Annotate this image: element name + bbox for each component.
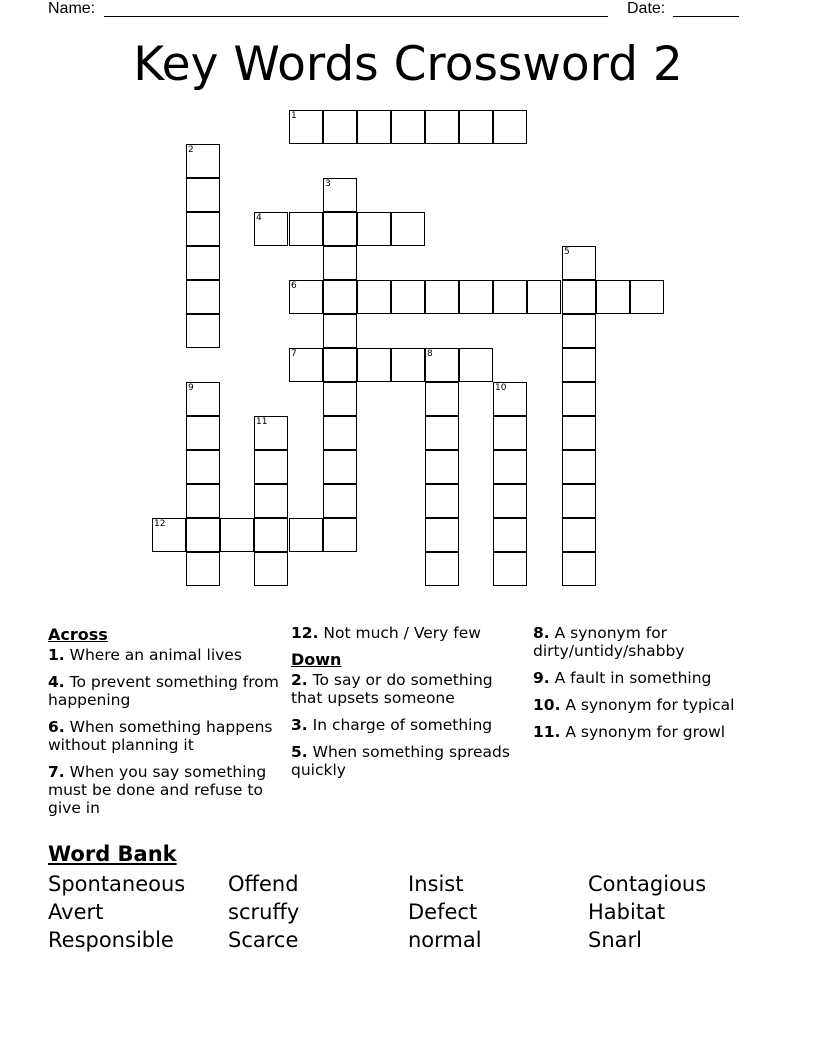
clue-number: 5. bbox=[291, 743, 308, 761]
date-label: Date: bbox=[627, 0, 666, 17]
crossword-cell[interactable] bbox=[323, 348, 357, 382]
clue-text: When something happens without planning it bbox=[48, 718, 273, 754]
clue-number-label: 8 bbox=[427, 349, 433, 359]
crossword-cell[interactable] bbox=[186, 450, 220, 484]
crossword-cell[interactable] bbox=[391, 348, 425, 382]
crossword-cell[interactable] bbox=[425, 348, 459, 382]
word-bank-item: Offend bbox=[228, 872, 299, 896]
clue-number-label: 1 bbox=[291, 111, 297, 121]
crossword-cell[interactable] bbox=[186, 212, 220, 246]
clue-text: A synonym for growl bbox=[565, 723, 726, 741]
clues-column-1 bbox=[48, 624, 284, 826]
crossword-cell[interactable] bbox=[186, 280, 220, 314]
crossword-cell[interactable] bbox=[425, 382, 459, 416]
down-clues-list-continued bbox=[533, 624, 773, 741]
crossword-cell[interactable] bbox=[596, 280, 630, 314]
word-bank-item: Spontaneous bbox=[48, 872, 186, 896]
crossword-cell[interactable] bbox=[357, 280, 391, 314]
word-bank-list bbox=[48, 872, 768, 952]
crossword-cell[interactable] bbox=[493, 450, 527, 484]
clue-text: When you say something must be done and refuse to give in bbox=[48, 763, 267, 817]
clue-number-label: 4 bbox=[256, 213, 262, 223]
clues-column-3 bbox=[533, 624, 773, 750]
crossword-cell[interactable] bbox=[186, 552, 220, 586]
crossword-cell[interactable] bbox=[425, 552, 459, 586]
crossword-cell[interactable] bbox=[186, 484, 220, 518]
crossword-cell[interactable] bbox=[562, 552, 596, 586]
crossword-cell[interactable] bbox=[562, 484, 596, 518]
clue-number-label: 7 bbox=[291, 349, 297, 359]
crossword-cell[interactable] bbox=[254, 450, 288, 484]
crossword-cell[interactable] bbox=[254, 484, 288, 518]
crossword-cell[interactable] bbox=[391, 280, 425, 314]
crossword-cell[interactable] bbox=[630, 280, 664, 314]
crossword-cell[interactable] bbox=[459, 348, 493, 382]
crossword-cell[interactable] bbox=[323, 416, 357, 450]
crossword-cell[interactable] bbox=[562, 382, 596, 416]
clue-item bbox=[48, 646, 284, 664]
crossword-cell[interactable] bbox=[323, 280, 357, 314]
crossword-cell[interactable] bbox=[289, 110, 323, 144]
clue-number: 11. bbox=[533, 723, 561, 741]
word-bank-item: scruffy bbox=[228, 900, 300, 924]
clue-item bbox=[291, 743, 523, 779]
clue-number-label: 9 bbox=[188, 383, 194, 393]
clue-text: In charge of something bbox=[312, 716, 493, 734]
crossword-cell[interactable] bbox=[493, 382, 527, 416]
crossword-cell[interactable] bbox=[289, 348, 323, 382]
crossword-cell[interactable] bbox=[459, 280, 493, 314]
crossword-cell[interactable] bbox=[323, 484, 357, 518]
clue-text: A fault in something bbox=[554, 669, 712, 687]
clue-number-label: 12 bbox=[154, 519, 166, 529]
clue-item bbox=[48, 718, 284, 754]
word-bank-title: Word Bank bbox=[48, 842, 177, 866]
clue-number-label: 6 bbox=[291, 281, 297, 291]
clue-number-label: 2 bbox=[188, 145, 194, 155]
crossword-cell[interactable] bbox=[391, 212, 425, 246]
crossword-cell[interactable] bbox=[493, 110, 527, 144]
crossword-cell[interactable] bbox=[425, 484, 459, 518]
clue-number: 10. bbox=[533, 696, 561, 714]
crossword-cell[interactable] bbox=[254, 212, 288, 246]
crossword-cell[interactable] bbox=[425, 518, 459, 552]
crossword-cell[interactable] bbox=[186, 416, 220, 450]
crossword-cell[interactable] bbox=[425, 416, 459, 450]
across-heading: Across bbox=[48, 625, 108, 644]
crossword-cell[interactable] bbox=[186, 144, 220, 178]
crossword-cell[interactable] bbox=[323, 178, 357, 212]
word-bank-item: Scarce bbox=[228, 928, 299, 952]
clue-number: 1. bbox=[48, 646, 65, 664]
clue-number: 7. bbox=[48, 763, 65, 781]
clue-item bbox=[48, 763, 284, 817]
crossword-cell[interactable] bbox=[186, 314, 220, 348]
crossword-cell[interactable] bbox=[254, 518, 288, 552]
crossword-cell[interactable] bbox=[220, 518, 254, 552]
word-bank bbox=[48, 842, 768, 952]
crossword-cell[interactable] bbox=[186, 518, 220, 552]
crossword-cell[interactable] bbox=[493, 280, 527, 314]
crossword-cell[interactable] bbox=[289, 280, 323, 314]
crossword-cell[interactable] bbox=[459, 110, 493, 144]
crossword-cell[interactable] bbox=[323, 246, 357, 280]
clue-number: 4. bbox=[48, 673, 65, 691]
crossword-cell[interactable] bbox=[425, 280, 459, 314]
crossword-cell[interactable] bbox=[289, 518, 323, 552]
crossword-cell[interactable] bbox=[391, 110, 425, 144]
clue-number: 2. bbox=[291, 671, 308, 689]
clue-item bbox=[291, 671, 523, 707]
crossword-cell[interactable] bbox=[254, 552, 288, 586]
crossword-cell[interactable] bbox=[562, 518, 596, 552]
crossword-cell[interactable] bbox=[289, 212, 323, 246]
clue-text: Where an animal lives bbox=[69, 646, 242, 664]
clue-number: 12. bbox=[291, 624, 319, 642]
crossword-cell[interactable] bbox=[254, 416, 288, 450]
date-field[interactable] bbox=[673, 16, 739, 17]
down-heading: Down bbox=[291, 650, 342, 669]
word-bank-item: Contagious bbox=[588, 872, 707, 896]
clue-item bbox=[533, 669, 773, 687]
page-title: Key Words Crossword 2 bbox=[133, 37, 683, 92]
clue-number: 6. bbox=[48, 718, 65, 736]
crossword-cell[interactable] bbox=[152, 518, 186, 552]
header bbox=[48, 0, 748, 22]
word-bank-item: normal bbox=[408, 928, 482, 952]
clue-text: A synonym for dirty/untidy/shabby bbox=[533, 624, 685, 660]
crossword-cell[interactable] bbox=[562, 314, 596, 348]
crossword-cell[interactable] bbox=[186, 382, 220, 416]
clue-number: 3. bbox=[291, 716, 308, 734]
crossword-cell[interactable] bbox=[425, 450, 459, 484]
clue-number-label: 3 bbox=[325, 179, 331, 189]
crossword-cell[interactable] bbox=[527, 280, 561, 314]
clue-text: A synonym for typical bbox=[565, 696, 735, 714]
crossword-cell[interactable] bbox=[493, 552, 527, 586]
clue-item bbox=[533, 624, 773, 660]
clue-item bbox=[533, 723, 773, 741]
across-clues-list bbox=[48, 646, 284, 817]
crossword-cell[interactable] bbox=[357, 348, 391, 382]
clue-text: To prevent something from happening bbox=[48, 673, 279, 709]
crossword-cell[interactable] bbox=[323, 314, 357, 348]
crossword-cell[interactable] bbox=[425, 110, 459, 144]
crossword-cell[interactable] bbox=[323, 382, 357, 416]
crossword-cell[interactable] bbox=[493, 484, 527, 518]
crossword-cell[interactable] bbox=[562, 280, 596, 314]
crossword-cell[interactable] bbox=[323, 212, 357, 246]
name-label: Name: bbox=[48, 0, 96, 17]
word-bank-item: Avert bbox=[48, 900, 104, 924]
clue-item bbox=[48, 673, 284, 709]
crossword-cell[interactable] bbox=[186, 246, 220, 280]
word-bank-item: Responsible bbox=[48, 928, 174, 952]
crossword-cell[interactable] bbox=[323, 110, 357, 144]
crossword-cell[interactable] bbox=[357, 212, 391, 246]
crossword-cell[interactable] bbox=[562, 416, 596, 450]
clue-number-label: 5 bbox=[564, 247, 570, 257]
crossword-cell[interactable] bbox=[562, 348, 596, 382]
word-bank-item: Defect bbox=[408, 900, 478, 924]
name-field[interactable] bbox=[104, 16, 608, 17]
clue-number: 9. bbox=[533, 669, 550, 687]
clue-number-label: 11 bbox=[256, 417, 268, 427]
crossword-cell[interactable] bbox=[493, 416, 527, 450]
word-bank-item: Habitat bbox=[588, 900, 666, 924]
clue-text: Not much / Very few bbox=[323, 624, 481, 642]
clue-item bbox=[291, 716, 523, 734]
clue-number-label: 10 bbox=[495, 383, 507, 393]
clues-column-2 bbox=[291, 624, 523, 788]
word-bank-item: Insist bbox=[408, 872, 464, 896]
down-clues-list bbox=[291, 671, 523, 779]
clues-section bbox=[0, 624, 816, 834]
clue-text: To say or do something that upsets someone bbox=[291, 671, 493, 707]
crossword-cell[interactable] bbox=[186, 178, 220, 212]
crossword-cell[interactable] bbox=[323, 518, 357, 552]
clue-text: When something spreads quickly bbox=[291, 743, 510, 779]
crossword-cell[interactable] bbox=[562, 450, 596, 484]
crossword-cell[interactable] bbox=[357, 110, 391, 144]
crossword-cell[interactable] bbox=[562, 246, 596, 280]
clue-number: 8. bbox=[533, 624, 550, 642]
crossword-cell[interactable] bbox=[493, 518, 527, 552]
clue-item bbox=[533, 696, 773, 714]
clue-item bbox=[291, 624, 523, 642]
crossword-cell[interactable] bbox=[323, 450, 357, 484]
word-bank-item: Snarl bbox=[588, 928, 642, 952]
